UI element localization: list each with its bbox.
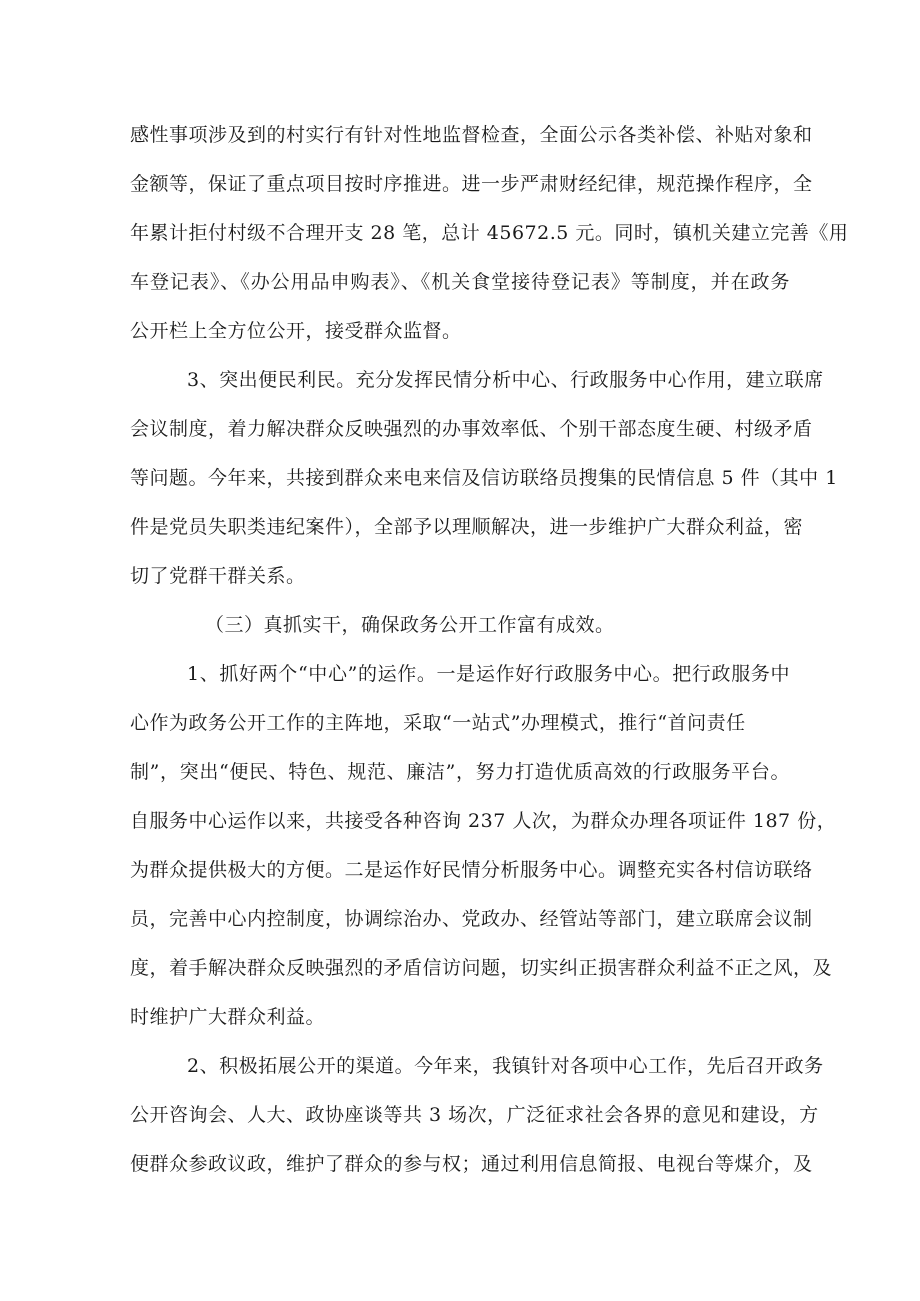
paragraph-2-line-4: 件是党员失职类违纪案件），全部予以理顺解决，进一步维护广大群众利益，密: [130, 516, 804, 538]
paragraph-4-line-3: 便群众参政议政，维护了群众的参与权；通过利用信息简报、电视台等煤介，及: [130, 1153, 813, 1175]
paragraph-2-line-5: 切了党群干群关系。: [130, 565, 306, 587]
paragraph-2-line-2: 会议制度，着力解决群众反映强烈的办事效率低、个别干部态度生硬、村级矛盾: [130, 418, 813, 440]
paragraph-4-line-1: 2、积极拓展公开的渠道。今年来，我镇针对各项中心工作，先后召开政务: [187, 1055, 824, 1077]
paragraph-2-line-3: 等问题。今年来，共接到群众来电来信及信访联络员搜集的民情信息 5 件（其中 1: [130, 467, 838, 489]
paragraph-3-line-3: 制”，突出“便民、特色、规范、廉洁”，努力打造优质高效的行政服务平台。: [130, 761, 790, 783]
paragraph-3-line-2: 心作为政务公开工作的主阵地，采取“一站式”办理模式，推行“首问责任: [130, 712, 746, 734]
paragraph-1-line-3: 年累计拒付村级不合理开支 28 笔，总计 45672.5 元。同时，镇机关建立完善《用: [130, 222, 849, 244]
paragraph-1-line-5: 公开栏上全方位公开，接受群众监督。: [130, 320, 462, 342]
paragraph-2-line-1: 3、突出便民利民。充分发挥民情分析中心、行政服务中心作用，建立联席: [187, 369, 824, 391]
paragraph-3-line-6: 员，完善中心内控制度，协调综治办、党政办、经管站等部门，建立联席会议制: [130, 908, 813, 930]
paragraph-4-line-2: 公开咨询会、人大、政协座谈等共 3 场次，广泛征求社会各界的意见和建设，方: [130, 1104, 819, 1126]
paragraph-1-line-2: 金额等，保证了重点项目按时序推进。进一步严肃财经纪律，规范操作程序，全: [130, 173, 813, 195]
paragraph-3-line-7: 度，着手解决群众反映强烈的矛盾信访问题，切实纠正损害群众利益不正之风，及: [130, 957, 833, 979]
paragraph-1-line-1: 感性事项涉及到的村实行有针对性地监督检查，全面公示各类补偿、补贴对象和: [130, 124, 813, 146]
paragraph-3-line-5: 为群众提供极大的方便。二是运作好民情分析服务中心。调整充实各村信访联络: [130, 859, 813, 881]
section-heading: （三）真抓实干，确保政务公开工作富有成效。: [205, 614, 615, 636]
paragraph-3-line-4: 自服务中心运作以来，共接受各种咨询 237 人次，为群众办理各项证件 187 份，: [130, 810, 837, 832]
paragraph-3-line-8: 时维护广大群众利益。: [130, 1006, 326, 1028]
paragraph-3-line-1: 1、抓好两个“中心”的运作。一是运作好行政服务中心。把行政服务中: [187, 663, 790, 685]
paragraph-1-line-4: 车登记表》、《办公用品申购表》、《机关食堂接待登记表》等制度，并在政务: [130, 271, 790, 293]
